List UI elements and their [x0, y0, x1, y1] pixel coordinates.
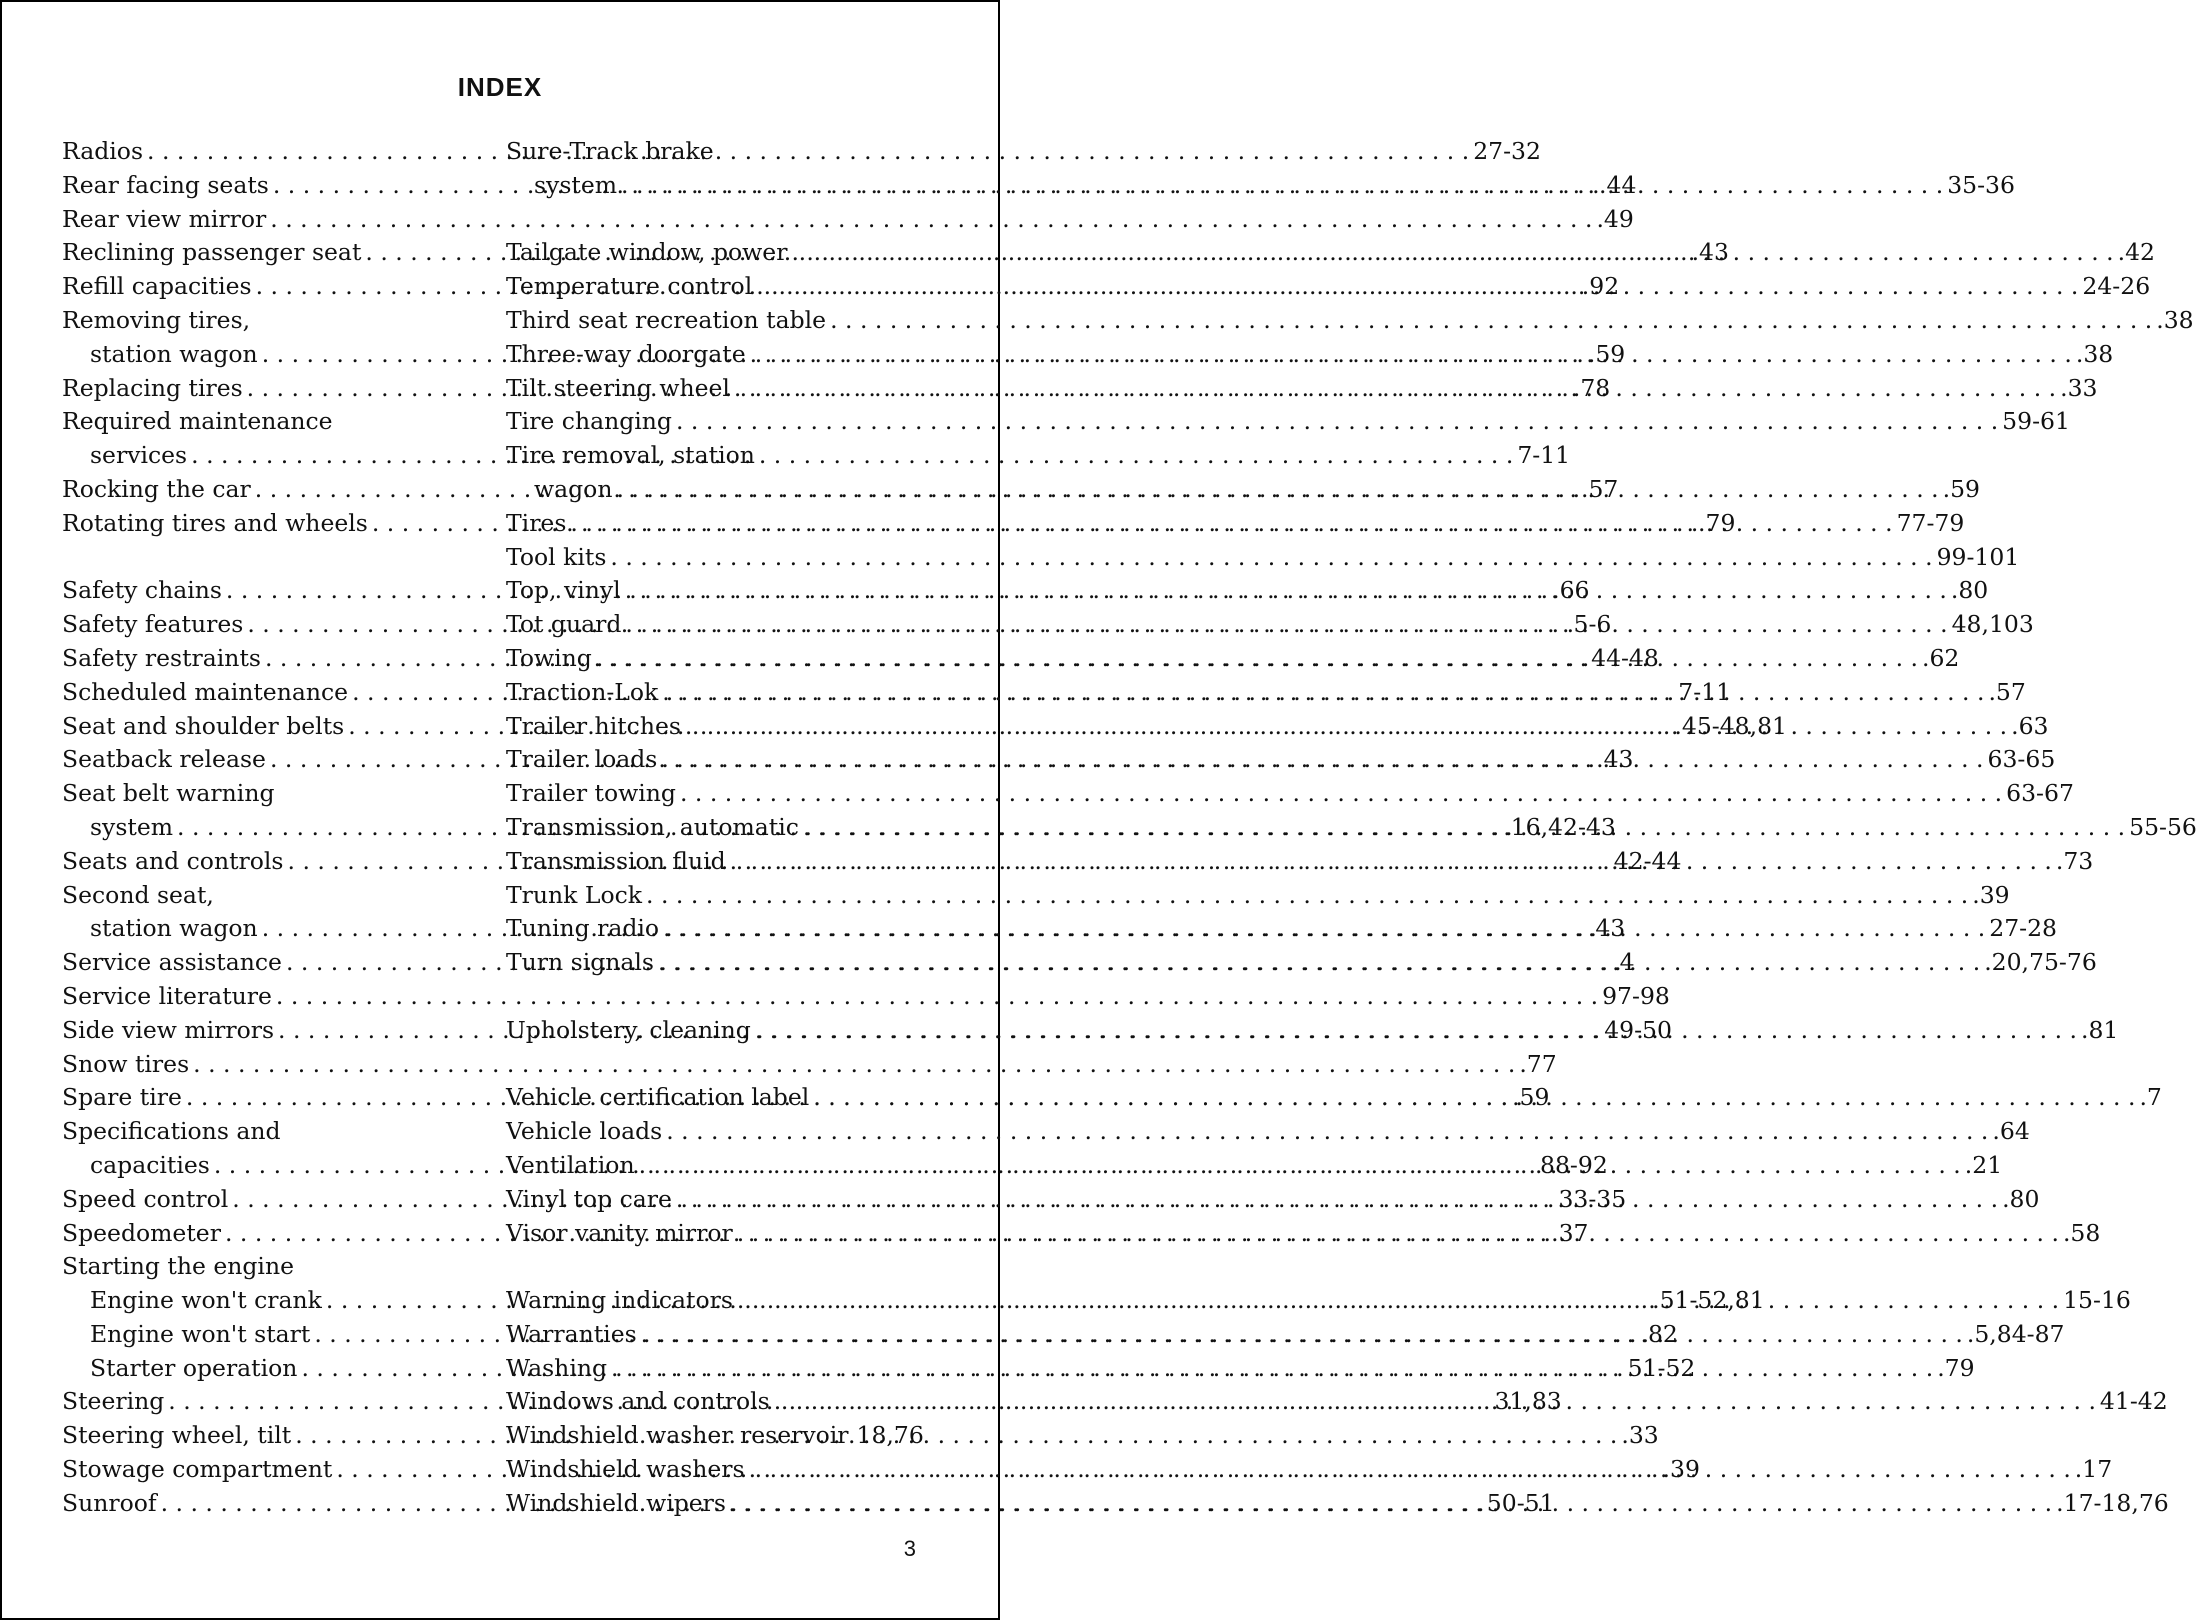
index-term: Service assistance — [62, 948, 282, 977]
index-page-ref: .33 — [2060, 373, 2098, 402]
index-term: Towing — [506, 643, 592, 672]
index-page-ref: 7-11 — [1517, 441, 1571, 470]
index-term: Transmission fluid — [506, 846, 726, 875]
index-term: Vinyl top care — [506, 1184, 672, 1213]
index-entry — [506, 1115, 2030, 1149]
index-page-ref: 63-67 — [2006, 779, 2074, 808]
index-page-ref: .16,42-43 — [1503, 812, 1616, 841]
index-term: Tot guard — [506, 610, 622, 639]
index-term: Starter operation — [90, 1353, 298, 1382]
index-page-ref: .17-18,76 — [2056, 1488, 2169, 1517]
dot-leader — [570, 507, 1892, 541]
dot-leader — [621, 169, 1943, 203]
index-page-ref: .21 — [1964, 1150, 2003, 1179]
index-term: Trailer hitches — [506, 711, 681, 740]
dot-leader — [756, 270, 2078, 304]
index-term: Safety restraints — [62, 643, 261, 672]
index-term: Trailer loads — [506, 745, 658, 774]
index-term: Removing tires, — [62, 305, 251, 334]
index-term: Seats and controls — [62, 846, 284, 875]
index-page-ref: 33-35 — [1558, 1184, 1627, 1213]
dot-leader — [749, 1453, 2071, 1487]
index-term: Tires — [506, 508, 567, 537]
index-term: Temperature control — [506, 272, 753, 301]
dot-leader — [737, 1217, 2059, 1251]
index-term: Steering wheel, tilt — [62, 1421, 292, 1450]
index-term: Service literature — [62, 981, 272, 1010]
page-number: 3 — [903, 1536, 916, 1561]
index-page-ref: 31,83 — [1494, 1387, 1562, 1416]
index-page-ref: .43 — [1596, 745, 1634, 774]
index-page-ref: .42 — [2117, 238, 2156, 267]
index-page-ref: 59-61 — [2002, 407, 2070, 436]
index-term: Radios — [62, 137, 144, 165]
index-term: Windshield washers — [506, 1455, 745, 1484]
index-term: Specifications and — [62, 1117, 281, 1146]
index-term: Rotating tires and wheels — [62, 508, 368, 537]
index-term: Washing — [506, 1353, 608, 1382]
dot-leader — [803, 811, 2125, 845]
index-entry — [506, 507, 1965, 541]
dot-leader — [295, 1419, 1617, 1453]
index-term: Vehicle loads — [506, 1117, 663, 1146]
index-term: Visor vanity mirror — [506, 1218, 733, 1247]
dot-leader — [611, 1352, 1933, 1386]
index-page-ref: .7 — [2139, 1083, 2162, 1112]
index-page-ref: .73 — [2055, 846, 2094, 875]
index-term: Refill capacities — [62, 272, 252, 301]
index-entry — [62, 980, 1670, 1014]
index-term: Third seat recreation table — [506, 305, 827, 334]
index-page-ref: 51-52 — [1627, 1353, 1696, 1382]
dot-leader — [734, 372, 2056, 406]
index-term: Three-way doorgate — [506, 339, 746, 368]
index-page-ref: 24-26 — [2082, 272, 2151, 301]
index-term: Tire removal, station — [506, 441, 755, 470]
dot-leader — [641, 1318, 1963, 1352]
dot-leader — [658, 946, 1980, 980]
index-page-ref: .77 — [1519, 1049, 1557, 1078]
index-spacer — [506, 1250, 914, 1284]
index-term: Safety features — [62, 610, 244, 639]
index-term: Required maintenance — [62, 407, 333, 436]
index-page-ref: 18,76 — [856, 1421, 924, 1450]
index-page-ref: .63 — [2011, 711, 2049, 740]
index-term: Seatback release — [62, 745, 266, 774]
dot-leader — [276, 980, 1598, 1014]
index-page-ref: .59 — [1512, 1083, 1550, 1112]
dot-leader — [616, 473, 1938, 507]
index-term: station wagon — [90, 914, 258, 943]
index-page-ref: .82 — [1640, 1319, 1678, 1348]
index-page-ref: .79 — [1937, 1353, 1975, 1382]
index-spacer — [506, 203, 914, 237]
index-page-ref: 50-51 — [1486, 1488, 1555, 1517]
index-entry — [62, 1048, 1557, 1082]
index-page-ref: 44-48 — [1591, 643, 1659, 672]
index-term: Side view mirrors — [62, 1015, 275, 1044]
dot-leader — [666, 1115, 1988, 1149]
index-term: Scheduled maintenance — [62, 677, 349, 706]
index-term: Reclining passenger seat — [62, 238, 362, 267]
dot-leader — [596, 642, 1918, 676]
index-page-ref: 88-92 — [1540, 1150, 1608, 1179]
index-page-ref: .92 — [1581, 272, 1620, 301]
index-term: services — [90, 441, 188, 470]
index-entry — [62, 777, 469, 811]
index-term: Tire changing — [506, 407, 672, 436]
index-page-ref: 63-65 — [1987, 745, 2056, 774]
index-page-ref: .38 — [2075, 339, 2114, 368]
index-term: Tilt steering wheel — [506, 373, 730, 402]
index-page-ref: .39 — [1972, 880, 2010, 909]
index-term: Traction-Lok — [506, 677, 659, 706]
index-term: Ventilation — [506, 1150, 635, 1179]
index-term: Seat and shoulder belts — [62, 711, 345, 740]
index-entry — [62, 879, 469, 913]
dot-leader — [270, 203, 1592, 237]
index-term: Rear view mirror — [62, 204, 267, 233]
dot-leader — [730, 845, 2052, 879]
index-page-ref: .51-52,81 — [1652, 1286, 1765, 1315]
index-page-ref: .33 — [1621, 1421, 1659, 1450]
index-spacer — [62, 541, 469, 575]
index-term: system — [534, 170, 618, 199]
index-page-ref: .59 — [1942, 474, 1981, 503]
dot-leader — [791, 236, 2113, 270]
index-page-ref: .43 — [1587, 914, 1626, 943]
dot-leader — [730, 1487, 2052, 1521]
index-page-ref: .58 — [2062, 1218, 2101, 1247]
index-term: Turn signals — [506, 948, 654, 977]
index-entry — [506, 135, 914, 169]
index-spacer — [506, 1048, 914, 1082]
dot-leader — [685, 710, 2007, 744]
index-term: Transmission, automatic — [506, 812, 799, 841]
dot-leader — [680, 777, 2002, 811]
dot-leader — [737, 1284, 2059, 1318]
index-page-ref: 5-6 — [1573, 610, 1612, 639]
index-entry — [506, 777, 2074, 811]
dot-leader — [830, 304, 2152, 338]
index-entry — [506, 879, 2010, 913]
index-term: Windows and controls — [506, 1387, 770, 1416]
index-page-ref: .66 — [1552, 576, 1590, 605]
index-term: Sunroof — [62, 1488, 157, 1517]
index-term: Second seat, — [62, 880, 214, 909]
index-page-ref: .57 — [1580, 474, 1619, 503]
dot-leader — [662, 676, 1984, 710]
index-entry — [62, 203, 1634, 237]
index-entry — [506, 405, 2070, 439]
index-term: capacities — [90, 1150, 210, 1179]
index-page-ref: .81 — [2081, 1015, 2119, 1044]
index-term: Top, vinyl — [506, 576, 621, 605]
index-term: wagon — [534, 474, 613, 503]
index-term: Trailer towing — [506, 779, 676, 808]
dot-leader — [661, 743, 1983, 777]
dot-leader — [755, 1014, 2077, 1048]
index-entry — [62, 304, 469, 338]
index-page-ref: 27-32 — [1473, 137, 1541, 165]
dot-leader — [663, 912, 1985, 946]
index-term: Starting the engine — [62, 1252, 294, 1281]
index-term: Windshield washer reservoir — [506, 1421, 849, 1450]
index-page-ref: .37 — [1551, 1218, 1589, 1247]
index-page-ref: .5,84-87 — [1966, 1319, 2065, 1348]
index-term: Steering — [62, 1387, 165, 1416]
dot-leader — [676, 405, 1998, 439]
index-term: Windshield wipers — [506, 1488, 726, 1517]
index-term: Speedometer — [62, 1218, 221, 1247]
index-term: Trunk Lock — [506, 880, 643, 909]
index-term: Stowage compartment — [62, 1455, 333, 1484]
index-term: Speed control — [62, 1184, 229, 1213]
index-term: Engine won't crank — [90, 1286, 322, 1315]
index-term: system — [90, 812, 174, 841]
index-spacer — [506, 980, 914, 1014]
index-page-ref: .78 — [1572, 373, 1611, 402]
index-entry — [506, 946, 2097, 980]
index-entry — [506, 541, 2020, 575]
index-entry — [62, 405, 469, 439]
dot-leader — [774, 1385, 2096, 1419]
index-page-ref: .4 — [1612, 948, 1635, 977]
index-term: Upholstery, cleaning — [506, 1015, 751, 1044]
index-page-ref: 7-11 — [1678, 677, 1732, 706]
index-term: Tailgate window, power — [506, 238, 788, 267]
index-page-ref: .62 — [1922, 643, 1960, 672]
index-page-ref: .43 — [1691, 238, 1729, 267]
page-title: INDEX — [457, 72, 543, 102]
index-page-ref: .57 — [1988, 677, 2026, 706]
index-term: Snow tires — [62, 1049, 190, 1078]
index-page-ref: .39 — [1662, 1455, 1700, 1484]
index-page-ref: .49 — [1596, 204, 1634, 233]
index-page-ref: 49-50 — [1604, 1015, 1672, 1044]
index-term: Warning indicators — [506, 1286, 733, 1315]
index-page-ref: .59 — [1587, 339, 1626, 368]
index-page-ref: .80 — [2002, 1184, 2040, 1213]
dot-leader — [625, 574, 1947, 608]
index-page-ref: .45-48,81 — [1674, 711, 1787, 740]
index-term: Tool kits — [506, 542, 607, 571]
index-page-ref: .17 — [2074, 1455, 2113, 1484]
index-entry — [506, 439, 914, 473]
index-term: Safety chains — [62, 576, 222, 605]
index-entry — [62, 507, 1736, 541]
index-term: Rocking the car — [62, 474, 251, 503]
index-entry — [62, 1115, 469, 1149]
dot-leader — [610, 541, 1932, 575]
index-term: Tuning radio — [506, 914, 660, 943]
dot-leader — [750, 338, 2072, 372]
index-page-ref: 97-98 — [1602, 981, 1670, 1010]
dot-leader — [813, 1081, 2135, 1115]
index-term: station wagon — [90, 339, 258, 368]
index-entry — [506, 304, 2194, 338]
index-term: Spare tire — [62, 1083, 182, 1112]
dot-leader — [625, 608, 1947, 642]
index-page-ref: .80 — [1950, 576, 1989, 605]
dot-leader — [676, 1183, 1998, 1217]
index-term: Engine won't start — [90, 1319, 311, 1348]
index-page-ref: 27-28 — [1989, 914, 2057, 943]
index-page-ref: .38 — [2156, 305, 2194, 334]
index-term: Rear facing seats — [62, 170, 269, 199]
index-page-ref: 41-42 — [2099, 1387, 2168, 1416]
index-page-ref: 77-79 — [1896, 508, 1965, 537]
index-page-ref: 99-101 — [1936, 542, 2020, 571]
index-page-ref: 35-36 — [1947, 170, 2015, 199]
index-page-ref: 42-44 — [1613, 846, 1682, 875]
index-page-ref: 15-16 — [2063, 1286, 2131, 1315]
index-term: Vehicle certification label — [506, 1083, 810, 1112]
index-page-ref: 48,103 — [1951, 610, 2034, 639]
index-page-ref: .44 — [1599, 170, 1637, 199]
index-term: Warranties — [506, 1319, 637, 1348]
index-page-ref: .79 — [1698, 508, 1736, 537]
index-term: Sure-Track brake — [506, 137, 714, 165]
dot-leader — [639, 1149, 1961, 1183]
index-entry — [62, 1250, 469, 1284]
index-term: Seat belt warning — [62, 779, 275, 808]
index-entry — [506, 1419, 924, 1453]
dot-leader — [646, 879, 1968, 913]
index-page-ref: 55-56 — [2129, 812, 2197, 841]
index-page-ref: .64 — [1992, 1117, 2030, 1146]
index-page-ref: .20,75-76 — [1984, 948, 2097, 977]
index-term: Replacing tires — [62, 373, 243, 402]
